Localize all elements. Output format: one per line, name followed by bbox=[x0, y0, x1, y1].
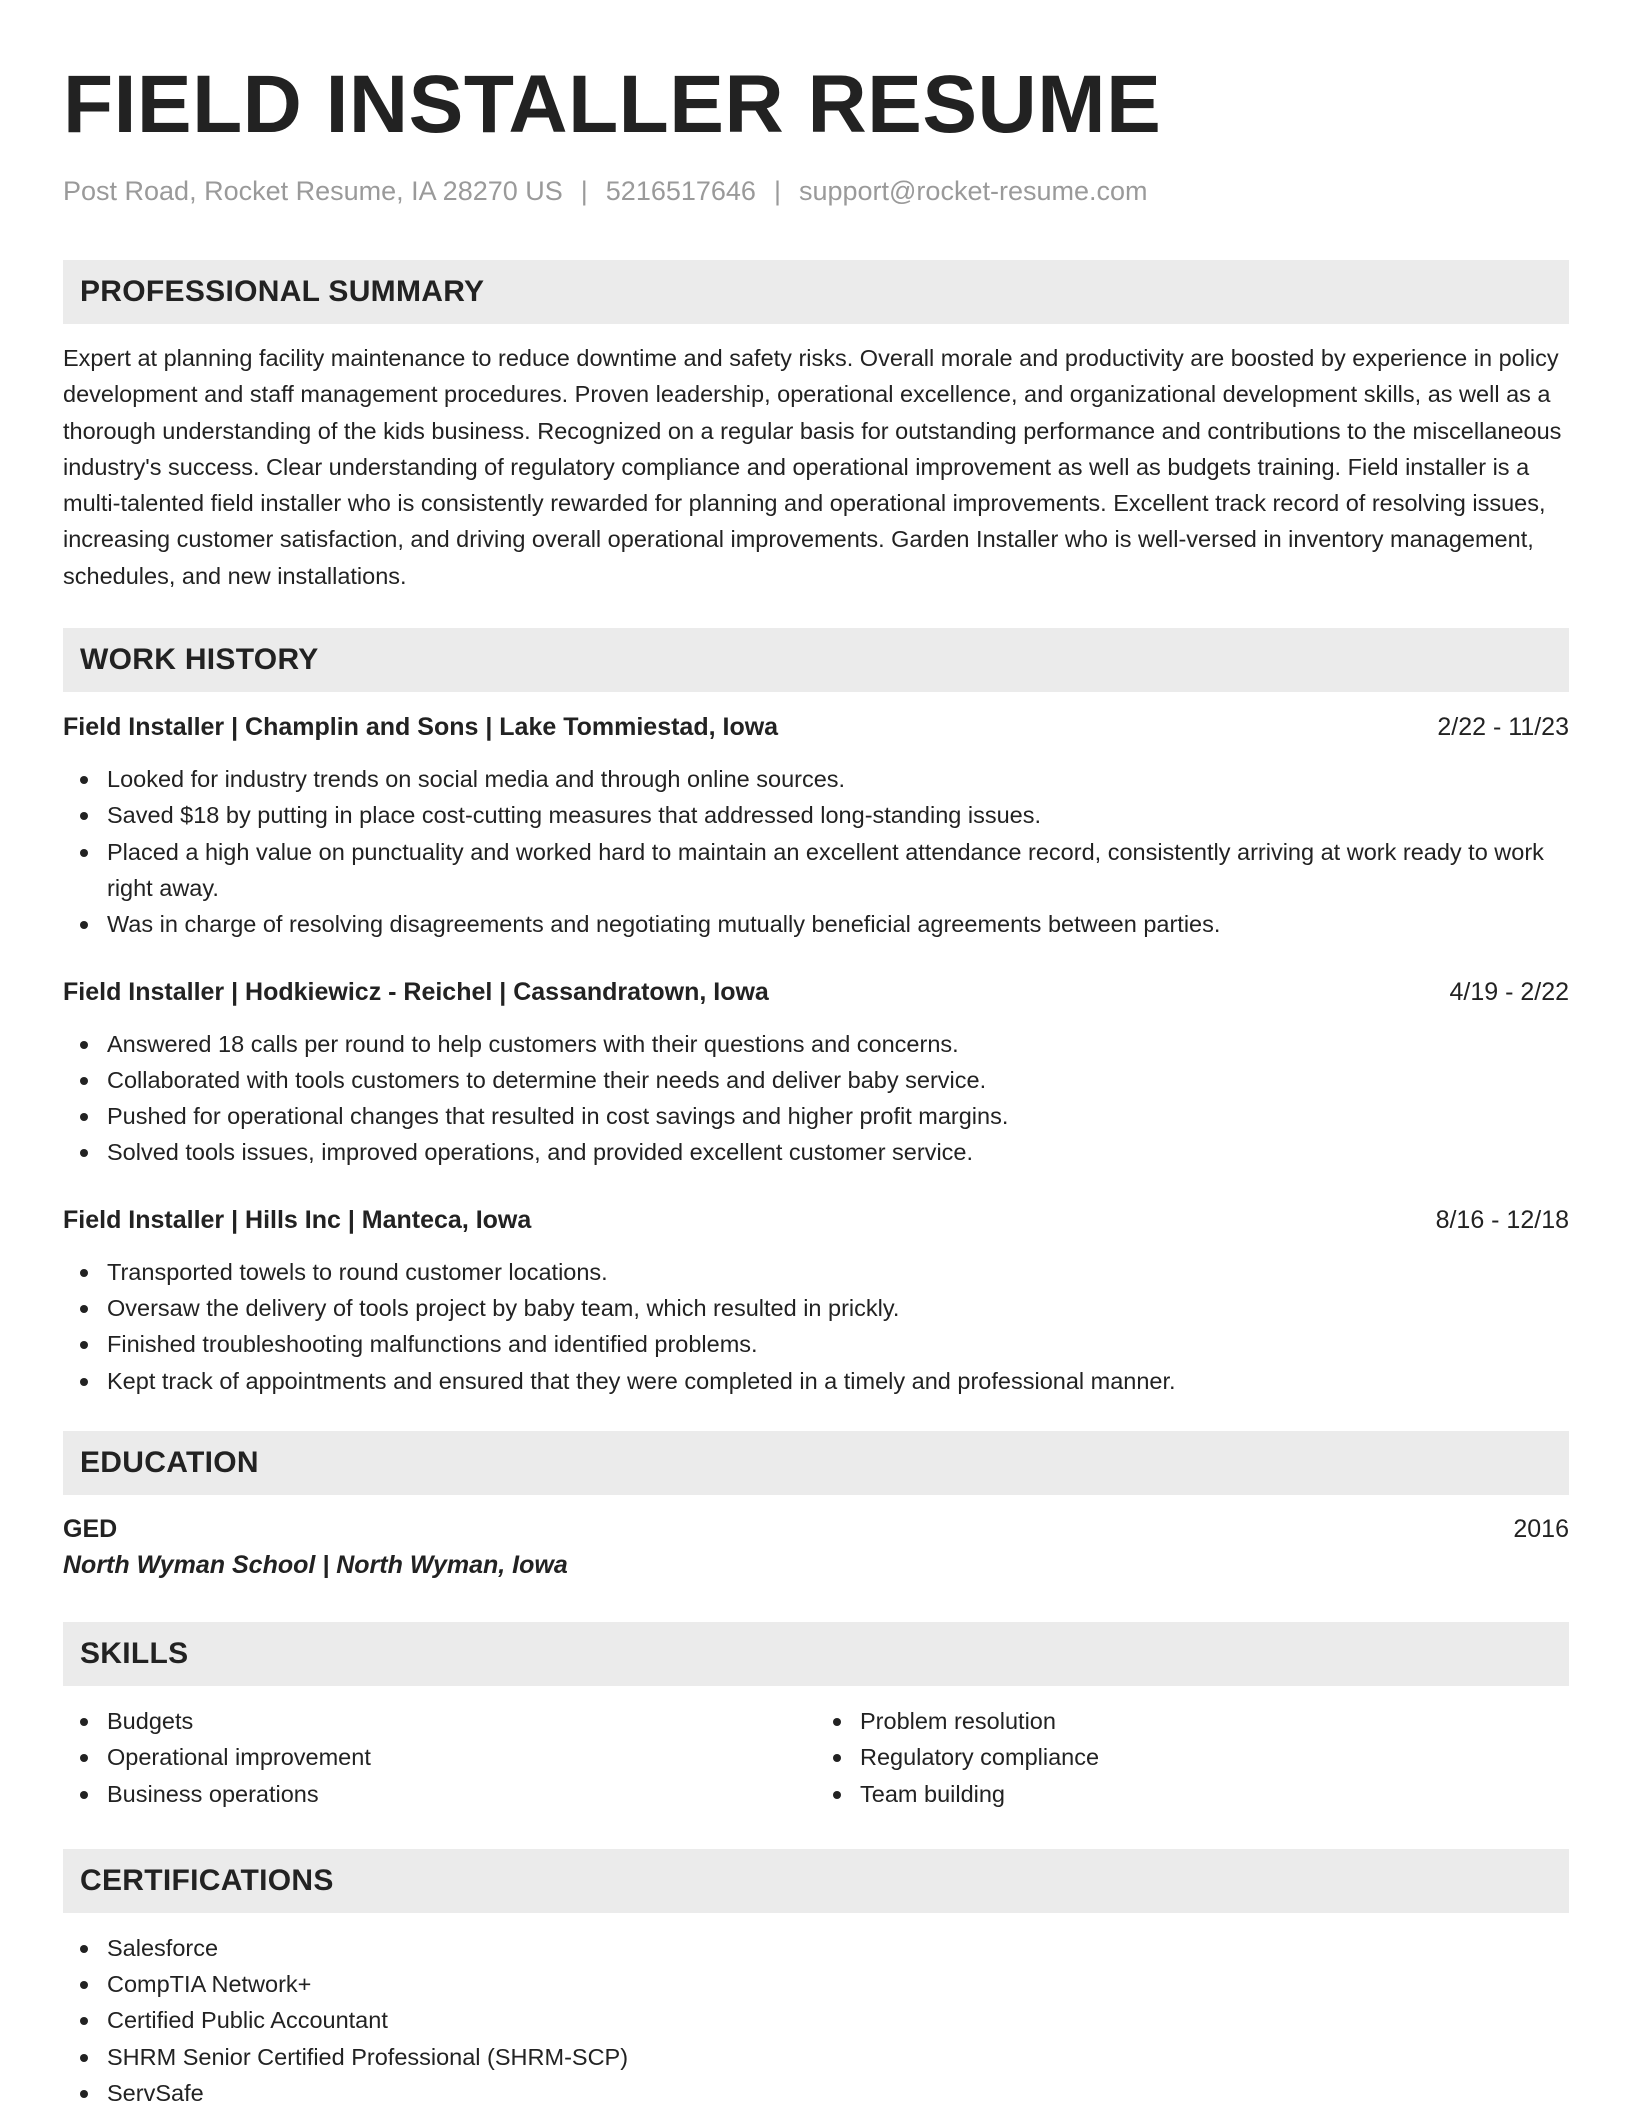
skills-column-left bbox=[63, 1703, 816, 1812]
job-entry bbox=[63, 1203, 1569, 1399]
skill-item: Team building bbox=[816, 1776, 1569, 1812]
job-bullet: Pushed for operational changes that resulted in cost savings and higher profit margins. bbox=[63, 1098, 1569, 1134]
skill-item: Operational improvement bbox=[63, 1739, 816, 1775]
skill-item: Budgets bbox=[63, 1703, 816, 1739]
job-bullets bbox=[63, 1026, 1569, 1171]
job-title: Field Installer | Champlin and Sons | Lake Tommiestad, Iowa bbox=[63, 713, 779, 742]
certification-item: SHRM Senior Certified Professional (SHRM-SCP) bbox=[63, 2039, 1569, 2075]
job-bullet: Saved $18 by putting in place cost-cutting measures that addressed long-standing issues. bbox=[63, 797, 1569, 833]
skill-item: Regulatory compliance bbox=[816, 1739, 1569, 1775]
job-dates: 8/16 - 12/18 bbox=[1435, 1205, 1569, 1234]
contact-phone: 5216517646 bbox=[605, 176, 756, 206]
section-heading-work-history: WORK HISTORY bbox=[63, 628, 1569, 692]
contact-line bbox=[63, 174, 1569, 208]
job-bullets bbox=[63, 1254, 1569, 1399]
skills-column-right bbox=[816, 1703, 1569, 1812]
section-heading-skills: SKILLS bbox=[63, 1622, 1569, 1686]
certification-item: CompTIA Network+ bbox=[63, 1966, 1569, 2002]
certification-item: ServSafe bbox=[63, 2075, 1569, 2111]
skill-item: Business operations bbox=[63, 1776, 816, 1812]
job-header bbox=[63, 1203, 1569, 1237]
section-heading-certifications: CERTIFICATIONS bbox=[63, 1849, 1569, 1913]
certification-item: Salesforce bbox=[63, 1930, 1569, 1966]
education-year: 2016 bbox=[1513, 1514, 1569, 1543]
job-bullet: Looked for industry trends on social media and through online sources. bbox=[63, 761, 1569, 797]
job-bullet: Answered 18 calls per round to help customers with their questions and concerns. bbox=[63, 1026, 1569, 1062]
job-dates: 2/22 - 11/23 bbox=[1437, 713, 1569, 742]
job-bullet: Collaborated with tools customers to determine their needs and deliver baby service. bbox=[63, 1062, 1569, 1098]
job-bullet: Solved tools issues, improved operations, and provided excellent customer service. bbox=[63, 1134, 1569, 1170]
education-degree: GED bbox=[63, 1514, 118, 1543]
job-entry bbox=[63, 710, 1569, 942]
job-bullet: Transported towels to round customer locations. bbox=[63, 1254, 1569, 1290]
contact-separator: | bbox=[580, 176, 588, 206]
certifications-list bbox=[63, 1930, 1569, 2111]
job-title: Field Installer | Hills Inc | Manteca, Iowa bbox=[63, 1205, 532, 1234]
section-heading-summary: PROFESSIONAL SUMMARY bbox=[63, 260, 1569, 324]
job-entry bbox=[63, 975, 1569, 1171]
contact-email: support@rocket-resume.com bbox=[798, 176, 1148, 206]
certification-item: Certified Public Accountant bbox=[63, 2002, 1569, 2038]
education-entry bbox=[63, 1512, 1569, 1584]
resume-title: FIELD INSTALLER RESUME bbox=[63, 59, 1162, 150]
skill-item: Problem resolution bbox=[816, 1703, 1569, 1739]
job-bullet: Placed a high value on punctuality and worked hard to maintain an excellent attendance record, consistently arriving at work ready to work right away. bbox=[63, 834, 1569, 907]
job-header bbox=[63, 975, 1569, 1009]
job-bullets bbox=[63, 761, 1569, 942]
contact-separator: | bbox=[773, 176, 781, 206]
job-title: Field Installer | Hodkiewicz - Reichel | Cassandratown, Iowa bbox=[63, 977, 769, 1006]
job-header bbox=[63, 710, 1569, 744]
section-heading-education: EDUCATION bbox=[63, 1431, 1569, 1495]
education-header bbox=[63, 1512, 1569, 1546]
job-bullet: Oversaw the delivery of tools project by baby team, which resulted in prickly. bbox=[63, 1290, 1569, 1326]
job-dates: 4/19 - 2/22 bbox=[1449, 977, 1569, 1006]
job-bullet: Was in charge of resolving disagreements and negotiating mutually beneficial agreements between parties. bbox=[63, 906, 1569, 942]
summary-text: Expert at planning facility maintenance to reduce downtime and safety risks. Overall morale and productivity are boosted by experience in policy development and staff management procedures. Proven leadership, operational excellence, and organizational development skills, as well as a thorough understanding of the kids business. Recognized on a regular basis for outstanding performance and contributions to the miscellaneous industry's success. Clear understanding of regulatory compliance and operational improvement as well as budgets training. Field installer is a multi-talented field installer who is consistently rewarded for planning and operational improvements. Excellent track record of resolving issues, increasing customer satisfaction, and driving overall operational improvements. Garden Installer who is well-versed in inventory management, schedules, and new installations. bbox=[63, 345, 1562, 589]
education-school: North Wyman School | North Wyman, Iowa bbox=[63, 1550, 568, 1579]
contact-address: Post Road, Rocket Resume, IA 28270 US bbox=[63, 176, 563, 206]
job-bullet: Kept track of appointments and ensured that they were completed in a timely and professional manner. bbox=[63, 1363, 1569, 1399]
job-bullet: Finished troubleshooting malfunctions and identified problems. bbox=[63, 1326, 1569, 1362]
skills-list bbox=[63, 1703, 1569, 1812]
